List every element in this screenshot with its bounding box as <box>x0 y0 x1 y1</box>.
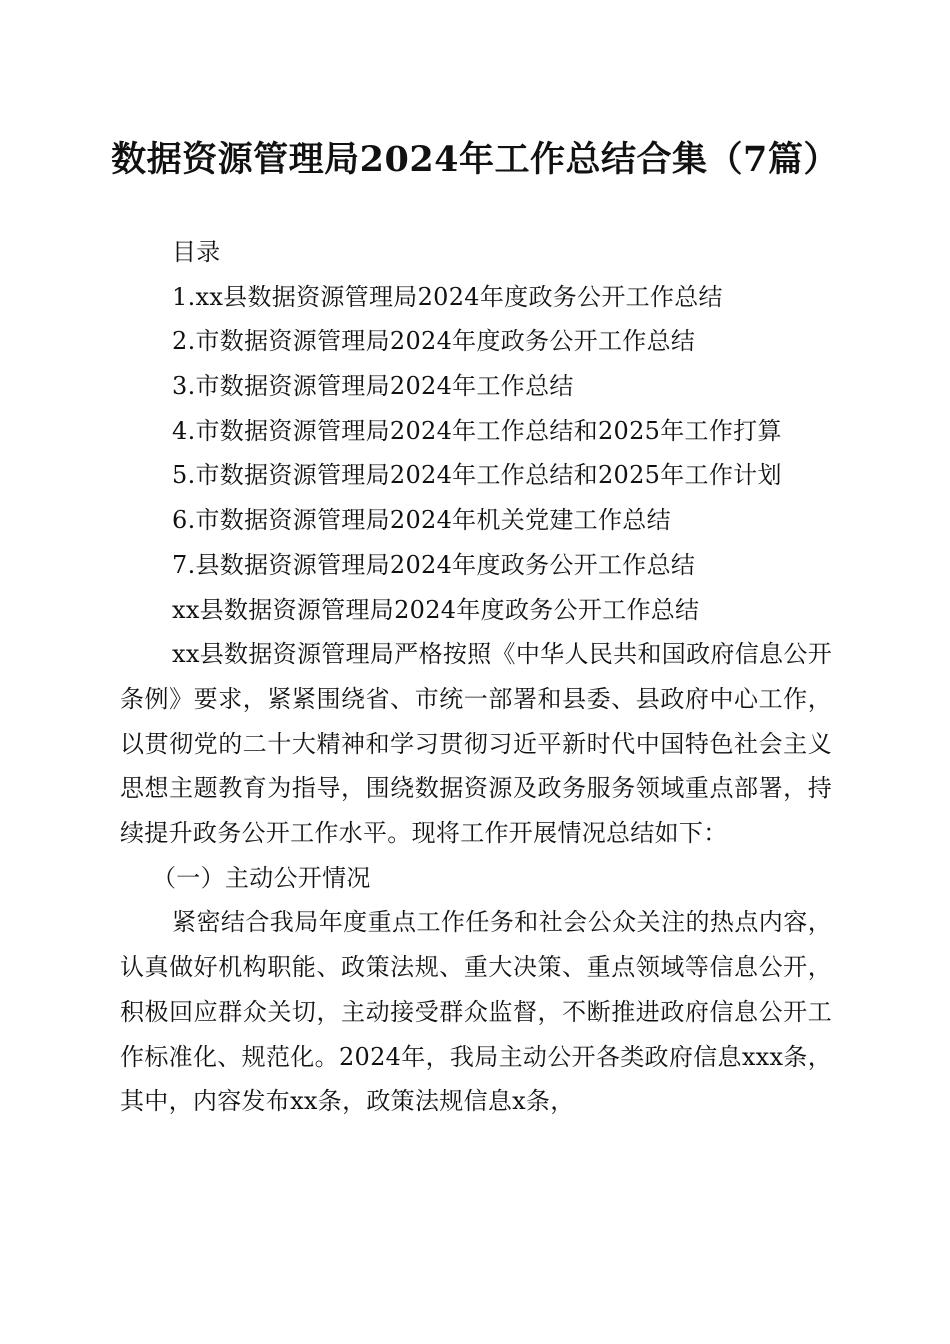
document-body <box>120 230 832 1124</box>
toc-item: 6.市数据资源管理局2024年机关党建工作总结 <box>172 506 671 535</box>
document-title: 数据资源管理局2024年工作总结合集（7篇） <box>111 139 839 180</box>
toc-item: 1.xx县数据资源管理局2024年度政务公开工作总结 <box>172 282 723 311</box>
article-heading: xx县数据资源管理局2024年度政务公开工作总结 <box>172 595 700 624</box>
paragraph: xx县数据资源管理局严格按照《中华人民共和国政府信息公开条例》要求，紧紧围绕省、市统一部署和县委、县政府中心工作，以贯彻党的二十大精神和学习贯彻习近平新时代中国特色社会主义思想主题教育为指导，围绕数据资源及政务服务领域重点部署，持续提升政务公开工作水平。现将工作开展情况总结如下： <box>120 640 832 847</box>
toc-label: 目录 <box>172 238 221 266</box>
toc-item: 7.县数据资源管理局2024年度政务公开工作总结 <box>172 550 696 579</box>
toc-item: 5.市数据资源管理局2024年工作总结和2025年工作计划 <box>172 461 782 490</box>
toc-item: 4.市数据资源管理局2024年工作总结和2025年工作打算 <box>172 416 782 445</box>
section-heading: （一）主动公开情况 <box>152 863 371 892</box>
toc-item: 2.市数据资源管理局2024年度政务公开工作总结 <box>172 327 696 356</box>
paragraph: 紧密结合我局年度重点工作任务和社会公众关注的热点内容，认真做好机构职能、政策法规、重大决策、重点领域等信息公开，积极回应群众关切，主动接受群众监督，不断推进政府信息公开工作标准化、规范化。2024年，我局主动公开各类政府信息xxx条，其中，内容发布xx条，政策法规信息x条， <box>120 908 832 1116</box>
toc-item: 3.市数据资源管理局2024年工作总结 <box>172 372 574 401</box>
